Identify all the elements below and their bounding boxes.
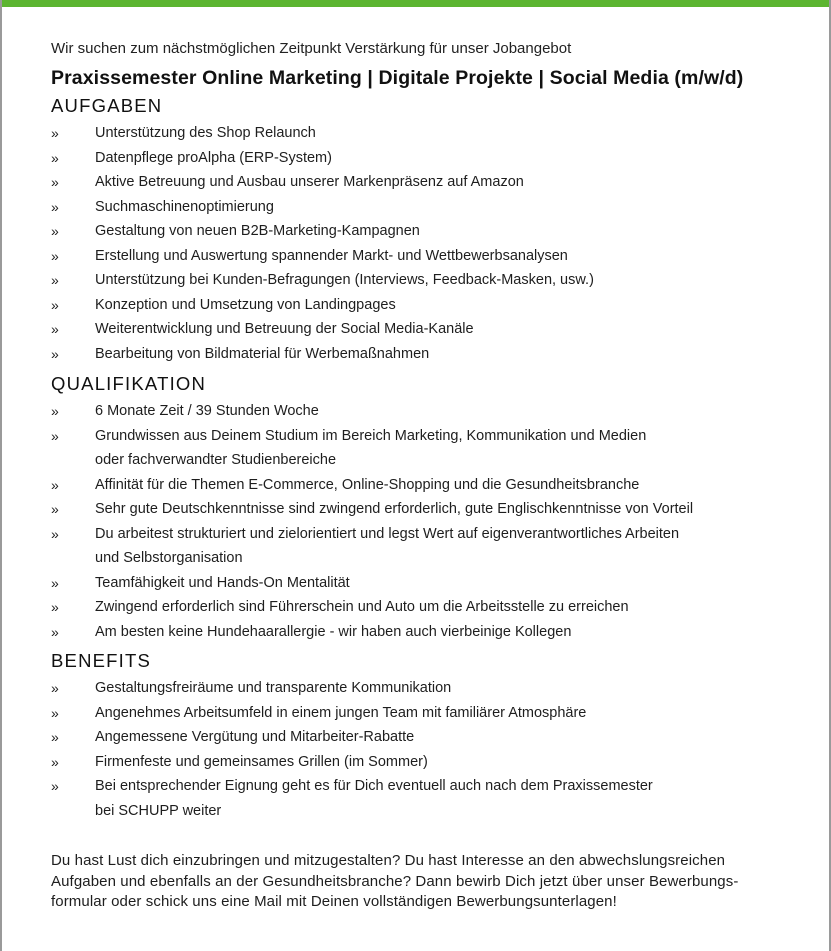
bullet-marker: » bbox=[51, 345, 59, 362]
list-item bbox=[51, 399, 811, 424]
bullet-marker: » bbox=[51, 125, 59, 141]
section-heading-qualifikation: QUALIFIKATION bbox=[51, 373, 207, 394]
list-item-text: und Selbstorganisation bbox=[95, 550, 243, 566]
bullet-marker: » bbox=[51, 476, 59, 493]
bullet-marker: » bbox=[51, 574, 59, 591]
bullet-marker: » bbox=[51, 403, 59, 419]
bullet-marker: » bbox=[51, 525, 59, 542]
list-item-text: Gestaltungsfreiräume und transparente Kommunikation bbox=[95, 680, 452, 696]
bullet-marker: » bbox=[51, 149, 59, 166]
list-item bbox=[51, 595, 811, 620]
frame-border-left bbox=[0, 0, 2, 951]
job-title: Praxissemester Online Marketing | Digitale Projekte | Social Media (m/w/d) bbox=[51, 67, 744, 89]
list-item-text: Am besten keine Hundehaarallergie - wir haben auch vierbeinige Kollegen bbox=[95, 623, 572, 640]
list-item bbox=[51, 146, 811, 171]
bullet-marker: » bbox=[51, 778, 59, 794]
bullet-marker: » bbox=[51, 704, 59, 721]
section-heading-benefits: BENEFITS bbox=[51, 650, 152, 671]
bullet-marker: » bbox=[51, 198, 59, 215]
list-item bbox=[51, 725, 811, 750]
list-item-text: Konzeption und Umsetzung von Landingpages bbox=[95, 296, 396, 313]
section-heading-aufgaben: AUFGABEN bbox=[51, 95, 163, 116]
bullet-marker: » bbox=[51, 223, 59, 239]
list-item-text: Bearbeitung von Bildmaterial für Werbemaßnahmen bbox=[95, 345, 430, 362]
bullet-marker: » bbox=[51, 599, 59, 615]
list-item bbox=[51, 701, 811, 726]
list-item-text: Angemessene Vergütung und Mitarbeiter-Rabatte bbox=[95, 729, 415, 745]
bullet-marker: » bbox=[51, 680, 59, 696]
list-item bbox=[51, 473, 811, 498]
list-item bbox=[51, 424, 811, 473]
list-item-text: Unterstützung bei Kunden-Befragungen (Interviews, Feedback-Masken, usw.) bbox=[95, 272, 594, 288]
list-item-text: Du arbeitest strukturiert und zielorientiert und legst Wert auf eigenverantwortliches Arbeiten bbox=[95, 525, 680, 542]
benefits-list bbox=[51, 676, 811, 823]
bullet-marker: » bbox=[51, 247, 59, 264]
accent-bar bbox=[0, 0, 831, 7]
list-item-text: Firmenfeste und gemeinsames Grillen (im Sommer) bbox=[95, 753, 428, 770]
list-item-text: Suchmaschinenoptimierung bbox=[95, 198, 274, 215]
bullet-marker: » bbox=[51, 174, 59, 190]
list-item-text: Grundwissen aus Deinem Studium im Bereich Marketing, Kommunikation und Medien bbox=[95, 427, 647, 444]
list-item-text: Sehr gute Deutschkenntnisse sind zwingend erforderlich, gute Englischkenntnisse von Vorteil bbox=[95, 501, 694, 517]
list-item bbox=[51, 620, 811, 645]
bullet-marker: » bbox=[51, 296, 59, 313]
list-item bbox=[51, 170, 811, 195]
list-item-text: Angenehmes Arbeitsumfeld in einem jungen Team mit familiärer Atmosphäre bbox=[95, 704, 587, 721]
list-item-text: Zwingend erforderlich sind Führerschein und Auto um die Arbeitsstelle zu erreichen bbox=[95, 599, 629, 615]
list-item bbox=[51, 342, 811, 367]
closing-line: formular oder schick uns eine Mail mit Deinen vollständigen Bewerbungsunterlagen! bbox=[51, 893, 617, 910]
list-item bbox=[51, 522, 811, 571]
intro-text: Wir suchen zum nächstmöglichen Zeitpunkt Verstärkung für unser Jobangebot bbox=[51, 40, 572, 57]
list-item-text: Bei entsprechender Eignung geht es für Dich eventuell auch nach dem Praxissemester bbox=[95, 778, 653, 794]
list-item-text: 6 Monate Zeit / 39 Stunden Woche bbox=[95, 403, 319, 419]
bullet-marker: » bbox=[51, 427, 59, 444]
closing-line: Aufgaben und ebenfalls an der Gesundheitsbranche? Dann bewirb Dich jetzt über unser Bewerbungs- bbox=[51, 872, 739, 890]
bullet-marker: » bbox=[51, 272, 59, 288]
list-item bbox=[51, 219, 811, 244]
list-item bbox=[51, 774, 811, 823]
list-item-text: Erstellung und Auswertung spannender Markt- und Wettbewerbsanalysen bbox=[95, 247, 568, 264]
bullet-marker: » bbox=[51, 321, 59, 337]
list-item-text: oder fachverwandter Studienbereiche bbox=[95, 452, 337, 468]
list-item bbox=[51, 293, 811, 318]
list-item-text: Datenpflege proAlpha (ERP-System) bbox=[95, 149, 332, 166]
closing-paragraph bbox=[51, 851, 811, 913]
list-item bbox=[51, 676, 811, 701]
list-item-text: Aktive Betreuung und Ausbau unserer Markenpräsenz auf Amazon bbox=[95, 174, 524, 190]
bullet-marker: » bbox=[51, 753, 59, 770]
job-posting bbox=[51, 38, 811, 913]
list-item-text: Gestaltung von neuen B2B-Marketing-Kampagnen bbox=[95, 223, 420, 239]
qualifikation-list bbox=[51, 399, 811, 644]
list-item bbox=[51, 195, 811, 220]
list-item-text: Teamfähigkeit und Hands-On Mentalität bbox=[95, 574, 350, 591]
list-item bbox=[51, 750, 811, 775]
bullet-marker: » bbox=[51, 623, 59, 640]
list-item-text: bei SCHUPP weiter bbox=[95, 802, 222, 819]
closing-line: Du hast Lust dich einzubringen und mitzugestalten? Du hast Interesse an den abwechslungsreichen bbox=[51, 852, 726, 869]
list-item-text: Weiterentwicklung und Betreuung der Social Media-Kanäle bbox=[95, 321, 474, 337]
list-item-text: Unterstützung des Shop Relaunch bbox=[95, 125, 316, 141]
bullet-marker: » bbox=[51, 729, 59, 745]
aufgaben-list bbox=[51, 121, 811, 366]
list-item bbox=[51, 317, 811, 342]
list-item bbox=[51, 571, 811, 596]
list-item bbox=[51, 121, 811, 146]
bullet-marker: » bbox=[51, 501, 59, 517]
list-item bbox=[51, 268, 811, 293]
list-item bbox=[51, 244, 811, 269]
list-item-text: Affinität für die Themen E-Commerce, Online-Shopping und die Gesundheitsbranche bbox=[95, 476, 640, 493]
list-item bbox=[51, 497, 811, 522]
